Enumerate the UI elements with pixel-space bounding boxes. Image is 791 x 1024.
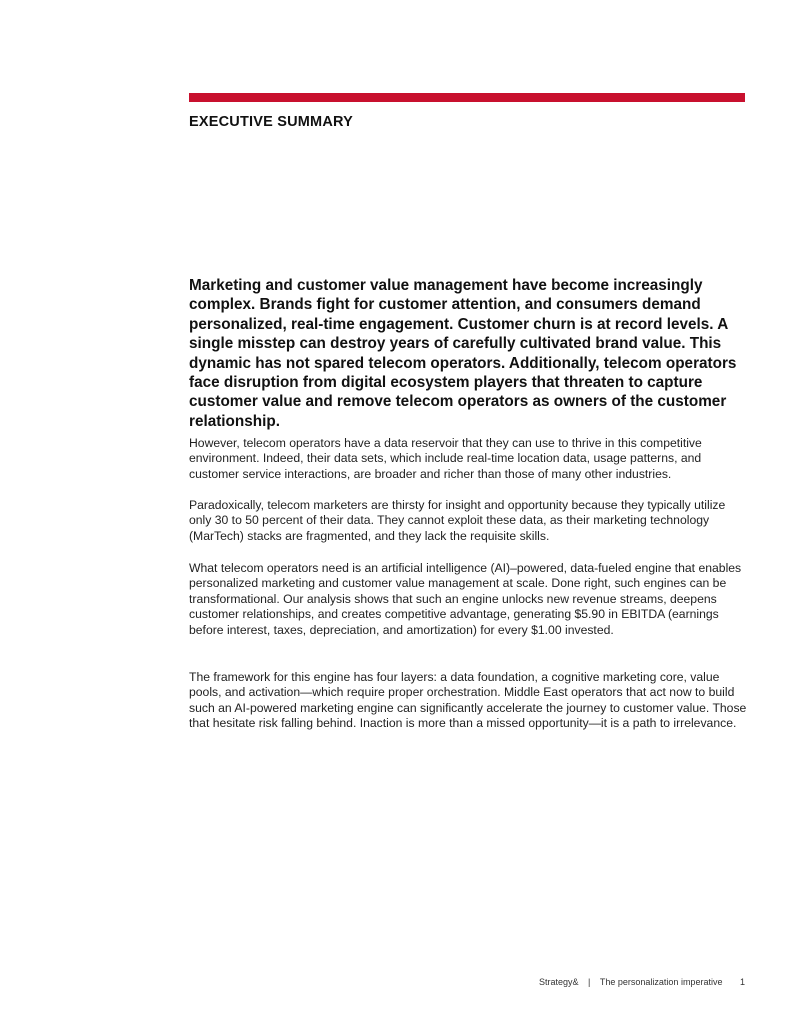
section-heading: EXECUTIVE SUMMARY [189, 114, 353, 130]
body-paragraph: However, telecom operators have a data reservoir that they can use to thrive in this competitive environment. Indeed, their data sets, which include real-time location data, usage patterns, and customer service interactions, are broader and richer than those of many other industries. [189, 436, 702, 481]
footer-separator: | [588, 977, 591, 987]
footer-publication-title: The personalization imperative [599, 977, 723, 987]
body-paragraph: Paradoxically, telecom marketers are thirsty for insight and opportunity because they typically utilize only 30 to 50 percent of their data. They cannot exploit these data, as their marketing technology (MarTech) stacks are fragmented, and they lack the requisite skills. [189, 498, 726, 543]
body-paragraph: The framework for this engine has four layers: a data foundation, a cognitive marketing core, value pools, and activation—which require proper orchestration. Middle East operators that act now to build such an AI-powered marketing engine can significantly accelerate the journey to customer value. Those that hesitate risk falling behind. Inaction is more than a missed opportunity—it is a path to irrelevance. [189, 670, 747, 731]
accent-bar [189, 93, 745, 102]
footer-brand: Strategy& [538, 977, 579, 987]
page-number: 1 [739, 977, 745, 987]
lead-paragraph: Marketing and customer value management have become increasingly complex. Brands fight for customer attention, and consumers demand personalized, real-time engagement. Customer churn is at record levels. A single misstep can destroy years of carefully cultivated brand value. This dynamic has not spared telecom operators. Additionally, telecom operators face disruption from digital ecosystem players that threaten to capture customer value and remove telecom operators as owners of the customer relationship. [189, 277, 737, 430]
page-footer [539, 977, 745, 987]
body-paragraph: What telecom operators need is an artificial intelligence (AI)–powered, data-fueled engine that enables personalized marketing and customer value management at scale. Done right, such engines can be transformational. Our analysis shows that such an engine unlocks new revenue streams, deepens customer relationships, and creates competitive advantage, generating $5.90 in EBITDA (earnings before interest, taxes, depreciation, and amortization) for every $1.00 invested. [189, 561, 742, 637]
